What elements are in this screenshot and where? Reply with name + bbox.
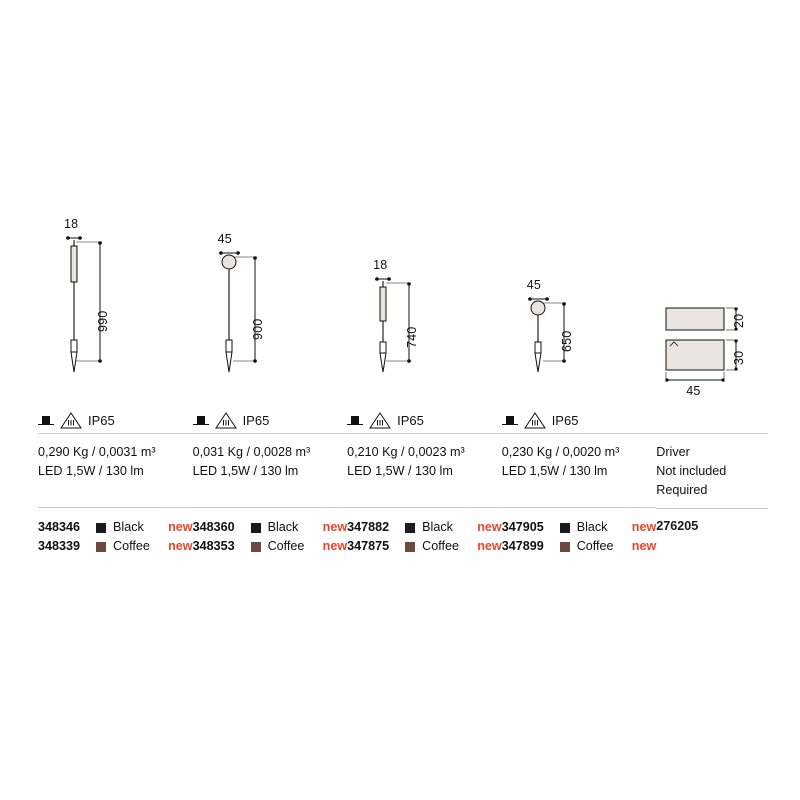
product-column-3 <box>347 200 502 556</box>
dimension-height-3: 740 <box>405 326 420 348</box>
class-iii-icon <box>60 412 82 429</box>
code-row[interactable] <box>38 537 193 556</box>
product-drawing-3 <box>347 200 502 405</box>
lamp-spec-3: LED 1,5W / 130 lm <box>347 464 453 478</box>
ip-row-4 <box>502 405 657 433</box>
driver-notes <box>656 434 768 508</box>
driver-svg <box>656 200 776 405</box>
code-number: 348346 <box>38 520 81 534</box>
driver-dim-width: 45 <box>686 384 701 398</box>
code-row[interactable] <box>502 518 657 537</box>
dimension-height-2: 900 <box>250 318 265 340</box>
code-row[interactable] <box>193 518 348 537</box>
code-number: 347875 <box>347 539 390 553</box>
color-swatch-coffee <box>560 542 570 552</box>
new-badge: new <box>477 520 502 534</box>
weight-volume-3: 0,210 Kg / 0,0023 m³ <box>347 445 465 459</box>
code-list-1 <box>38 508 193 556</box>
new-badge: new <box>477 539 502 553</box>
color-name: Black <box>267 520 299 534</box>
weight-volume-4: 0,230 Kg / 0,0020 m³ <box>501 445 620 459</box>
surface-mount-icon <box>38 412 54 428</box>
code-row[interactable] <box>347 518 502 537</box>
surface-mount-icon <box>193 412 209 428</box>
dimension-top-2: 45 <box>217 232 232 246</box>
code-number: 347899 <box>501 539 544 553</box>
code-number: 347882 <box>347 520 390 534</box>
color-name: Coffee <box>422 539 460 553</box>
code-row[interactable] <box>502 537 657 556</box>
drawing-svg-2 <box>193 200 359 405</box>
code-row[interactable] <box>38 518 193 537</box>
color-name: Black <box>113 520 144 534</box>
color-name: Black <box>422 520 453 534</box>
color-name: Coffee <box>576 539 614 553</box>
color-swatch-coffee <box>405 542 415 552</box>
code-number: 348339 <box>38 539 81 553</box>
color-swatch-coffee <box>251 542 261 552</box>
code-number: 347905 <box>501 520 544 534</box>
dimension-top-3: 18 <box>373 258 388 272</box>
color-swatch-coffee <box>96 542 106 552</box>
driver-column <box>656 200 768 533</box>
driver-line-1: Driver <box>656 445 690 459</box>
weight-volume-1: 0,290 Kg / 0,0031 m³ <box>38 445 156 459</box>
code-row[interactable] <box>347 537 502 556</box>
driver-line-2: Not included <box>656 464 727 478</box>
drawing-svg-1 <box>38 200 204 405</box>
driver-code[interactable]: 276205 <box>656 519 699 533</box>
new-badge: new <box>168 539 193 553</box>
weight-volume-2: 0,031 Kg / 0,0028 m³ <box>192 445 311 459</box>
class-iii-icon <box>369 412 391 429</box>
color-swatch-black <box>96 523 106 533</box>
new-badge: new <box>322 520 348 534</box>
product-column-1 <box>38 200 193 556</box>
specs-3 <box>347 434 502 507</box>
ip-rating-4: IP65 <box>551 412 579 428</box>
lamp-spec-1: LED 1,5W / 130 lm <box>38 464 144 478</box>
ip-row-2 <box>193 405 348 433</box>
dimension-top-4: 45 <box>526 278 541 292</box>
driver-dim-depth: 20 <box>732 313 747 328</box>
drawing-svg-3 <box>347 200 513 405</box>
driver-ip-row <box>656 405 768 433</box>
class-iii-icon <box>524 412 546 429</box>
specs-1 <box>38 434 193 507</box>
color-swatch-black <box>560 523 570 533</box>
surface-mount-icon <box>502 412 518 428</box>
code-list-3 <box>347 508 502 556</box>
dimension-height-4: 650 <box>559 330 574 352</box>
lamp-spec-4: LED 1,5W / 130 lm <box>501 464 608 478</box>
drawing-svg-4 <box>502 200 668 405</box>
ip-rating-3: IP65 <box>397 412 424 428</box>
code-number: 348353 <box>192 539 235 553</box>
product-drawing-1 <box>38 200 193 405</box>
code-number: 348360 <box>192 520 235 534</box>
product-column-4 <box>502 200 657 556</box>
code-row[interactable] <box>193 537 348 556</box>
specs-2 <box>193 434 348 507</box>
dimension-height-1: 990 <box>96 310 110 332</box>
surface-mount-icon <box>347 412 363 428</box>
color-swatch-black <box>251 523 261 533</box>
code-list-4 <box>502 508 657 556</box>
color-name: Black <box>576 520 608 534</box>
new-badge: new <box>322 539 348 553</box>
ip-rating-1: IP65 <box>88 412 115 428</box>
class-iii-icon <box>215 412 237 429</box>
color-name: Coffee <box>267 539 305 553</box>
new-badge: new <box>168 520 193 534</box>
new-badge: new <box>631 520 657 534</box>
product-drawing-2 <box>193 200 348 405</box>
dimension-top-1: 18 <box>64 217 79 231</box>
driver-line-3: Required <box>656 483 708 497</box>
ip-rating-2: IP65 <box>242 412 270 428</box>
specs-4 <box>502 434 657 507</box>
product-drawing-4 <box>502 200 657 405</box>
driver-dim-height: 30 <box>732 350 747 365</box>
code-list-2 <box>193 508 348 556</box>
ip-row-1 <box>38 405 193 433</box>
new-badge: new <box>631 539 657 553</box>
product-column-2 <box>193 200 348 556</box>
product-columns <box>38 200 768 556</box>
color-swatch-black <box>405 523 415 533</box>
driver-drawing <box>656 200 768 405</box>
color-name: Coffee <box>113 539 150 553</box>
ip-row-3 <box>347 405 502 433</box>
lamp-spec-2: LED 1,5W / 130 lm <box>192 464 299 478</box>
